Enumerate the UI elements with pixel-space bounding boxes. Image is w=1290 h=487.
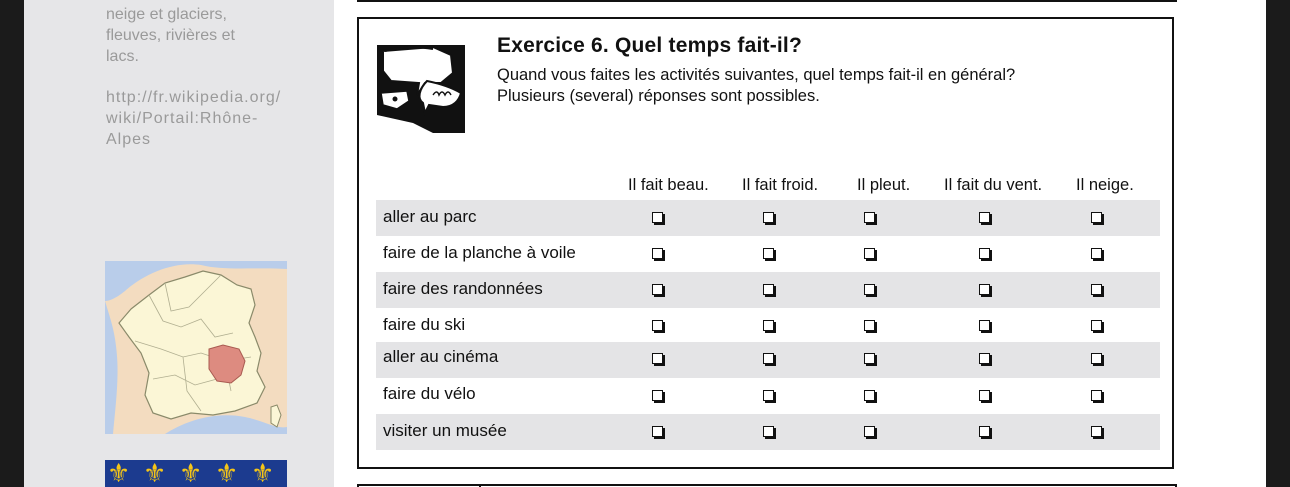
column-header: Il fait beau. <box>628 176 709 194</box>
checkbox-icon[interactable] <box>864 320 875 331</box>
checkbox-icon[interactable] <box>763 248 774 259</box>
fleur-de-lis-icon: ⚜ <box>107 460 131 487</box>
exercise-instructions <box>497 65 1137 107</box>
table-row <box>376 236 1160 272</box>
activity-label: faire de la planche à voile <box>383 243 576 262</box>
activity-label: aller au cinéma <box>383 347 499 366</box>
checkbox-icon[interactable] <box>1091 284 1102 295</box>
exercise-box <box>357 17 1174 469</box>
checkbox-icon[interactable] <box>979 353 990 364</box>
checkbox-icon[interactable] <box>763 320 774 331</box>
france-map-graphic <box>105 261 287 434</box>
france-region-map <box>105 261 287 434</box>
sidebar-text <box>106 4 316 150</box>
table-row <box>376 342 1160 378</box>
checkbox-icon[interactable] <box>1091 320 1102 331</box>
checkbox-icon[interactable] <box>864 426 875 437</box>
checkbox-icon[interactable] <box>864 353 875 364</box>
fleur-de-lis-flag <box>105 460 287 487</box>
checkbox-icon[interactable] <box>763 284 774 295</box>
sidebar <box>24 0 334 487</box>
checkbox-icon[interactable] <box>979 284 990 295</box>
table-row <box>376 414 1160 450</box>
checkbox-icon[interactable] <box>864 212 875 223</box>
column-header: Il neige. <box>1076 176 1134 194</box>
checkbox-icon[interactable] <box>979 320 990 331</box>
activity-label: faire du ski <box>383 315 466 334</box>
column-header: Il pleut. <box>857 176 911 194</box>
checkbox-icon[interactable] <box>864 248 875 259</box>
exercise-title: Exercice 6. Quel temps fait-il? <box>497 34 802 57</box>
fleur-de-lis-icon: ⚜ <box>143 460 167 487</box>
checkbox-icon[interactable] <box>979 426 990 437</box>
checkbox-icon[interactable] <box>1091 212 1102 223</box>
checkbox-icon[interactable] <box>1091 248 1102 259</box>
checkbox-icon[interactable] <box>864 390 875 401</box>
sidebar-link-line[interactable]: Alpes <box>106 131 152 148</box>
checkbox-icon[interactable] <box>763 353 774 364</box>
activity-label: visiter un musée <box>383 421 507 440</box>
column-header: Il fait froid. <box>742 176 819 194</box>
checkbox-icon[interactable] <box>652 390 663 401</box>
activity-label: faire des randonnées <box>383 279 543 298</box>
checkbox-icon[interactable] <box>652 320 663 331</box>
checkbox-icon[interactable] <box>979 390 990 401</box>
document-page <box>24 0 1266 487</box>
checkbox-icon[interactable] <box>763 426 774 437</box>
checkbox-icon[interactable] <box>652 353 663 364</box>
table-row <box>376 308 1160 342</box>
checkbox-icon[interactable] <box>652 284 663 295</box>
table-row <box>376 272 1160 308</box>
previous-exercise-box <box>357 0 1177 2</box>
sidebar-link-line[interactable]: wiki/Portail:Rhône- <box>106 110 259 127</box>
table-row <box>376 378 1160 414</box>
fleur-de-lis-icon: ⚜ <box>179 460 203 487</box>
fleur-de-lis-icon: ⚜ <box>215 460 239 487</box>
activity-label: faire du vélo <box>383 384 476 403</box>
checkbox-icon[interactable] <box>979 212 990 223</box>
column-headers <box>376 176 1160 198</box>
instruction-line: Plusieurs (several) réponses sont possibles. <box>497 87 820 105</box>
checkbox-icon[interactable] <box>1091 353 1102 364</box>
sidebar-description-line: neige et glaciers, <box>106 6 227 23</box>
checkbox-icon[interactable] <box>763 212 774 223</box>
checkbox-icon[interactable] <box>979 248 990 259</box>
activity-label: aller au parc <box>383 207 477 226</box>
checkbox-icon[interactable] <box>864 284 875 295</box>
table-row <box>376 200 1160 236</box>
checkbox-icon[interactable] <box>652 248 663 259</box>
checkbox-icon[interactable] <box>1091 390 1102 401</box>
checkbox-icon[interactable] <box>763 390 774 401</box>
checkbox-icon[interactable] <box>1091 426 1102 437</box>
speech-bubbles-icon <box>377 43 465 133</box>
checkbox-icon[interactable] <box>652 212 663 223</box>
checkbox-icon[interactable] <box>652 426 663 437</box>
sidebar-description-line: lacs. <box>106 48 139 65</box>
sidebar-description-line: fleuves, rivières et <box>106 27 235 44</box>
instruction-line: Quand vous faites les activités suivantes, quel temps fait-il en général? <box>497 66 1016 84</box>
column-header: Il fait du vent. <box>944 176 1043 194</box>
fleur-de-lis-icon: ⚜ <box>251 460 275 487</box>
sidebar-link-line[interactable]: http://fr.wikipedia.org/ <box>106 89 282 106</box>
